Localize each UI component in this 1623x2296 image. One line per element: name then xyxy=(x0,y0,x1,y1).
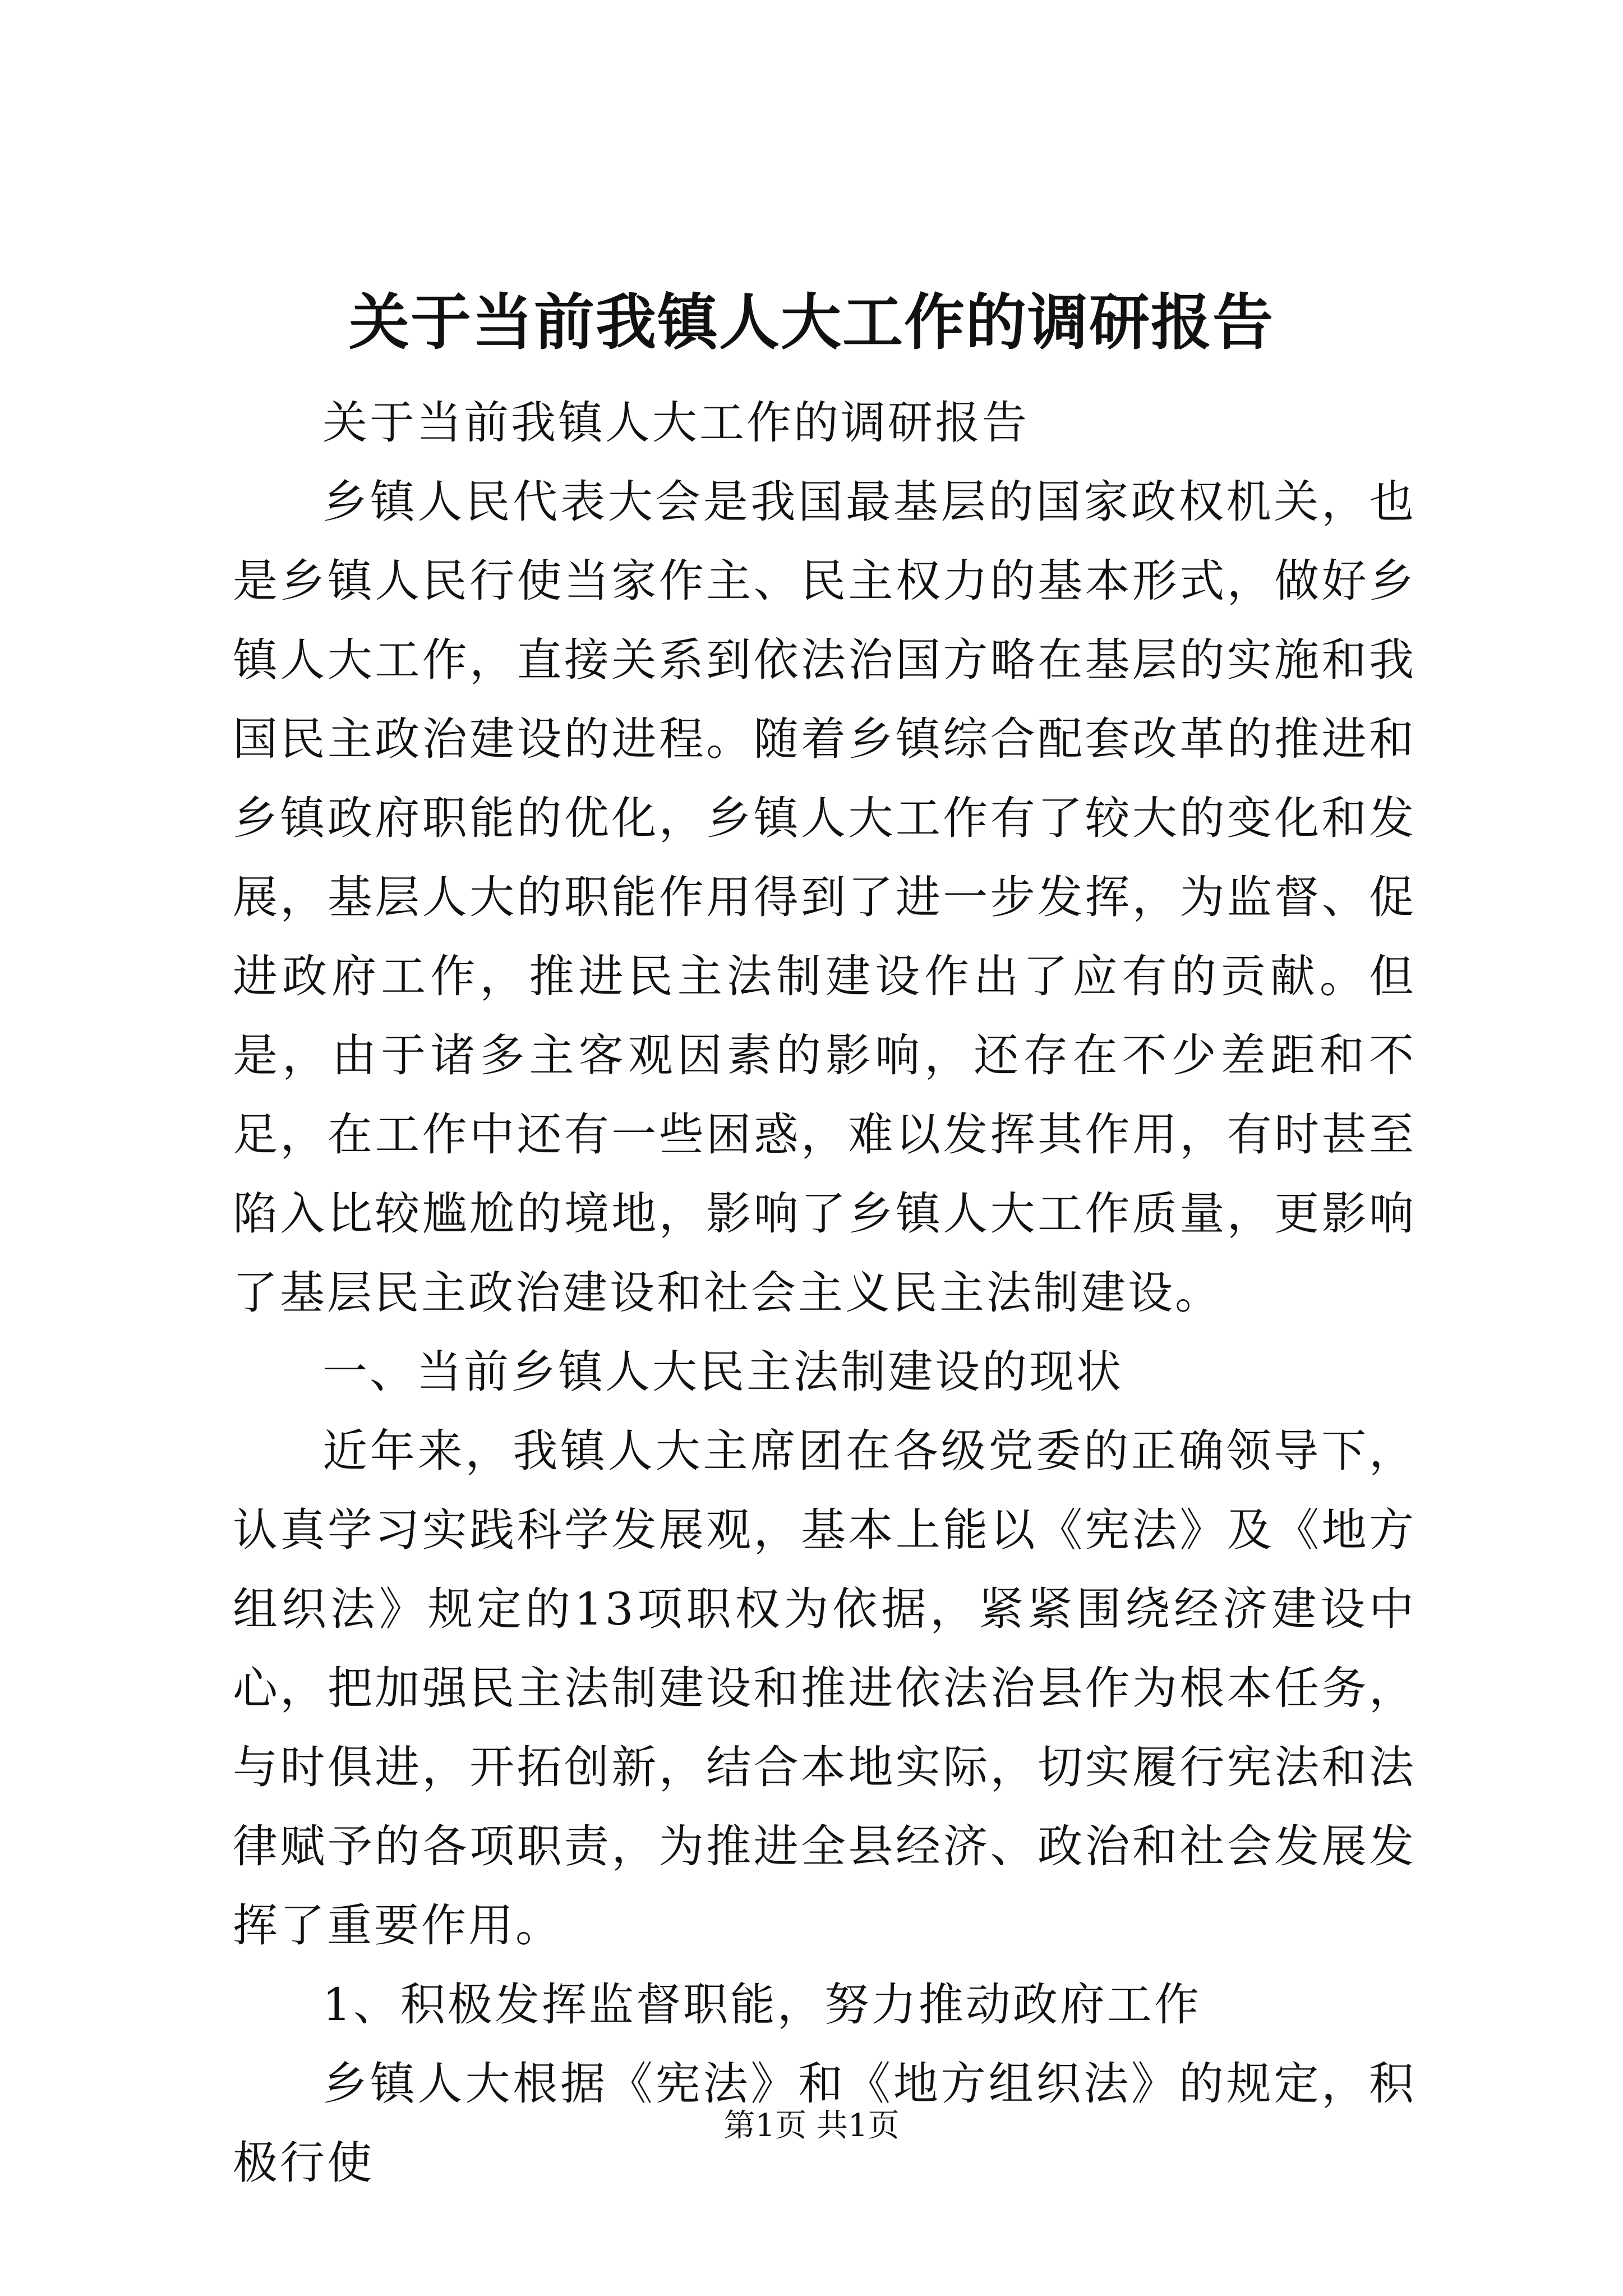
paragraph-subsection-1: 乡镇人大根据《宪法》和《地方组织法》的规定，积极行使 xyxy=(233,2058,1416,2189)
page-footer: 第1页 共1页 xyxy=(723,2108,900,2144)
paragraph-intro: 乡镇人民代表大会是我国最基层的国家政权机关，也是乡镇人民行使当家作主、民主权力的基本形式，做好乡镇人大工作，直接关系到依法治国方略在基层的实施和我国民主政治建设的进程。随着乡镇综合配套改革的推进和乡镇政府职能的优化，乡镇人大工作有了较大的变化和发展，基层人大的职能作用得到了进一步发挥，为监督、促进政府工作，推进民主法制建设作出了应有的贡献。但是，由于诸多主客观因素的影响，还存在不少差距和不足，在工作中还有一些困惑，难以发挥其作用，有时甚至陷入比较尴尬的境地，影响了乡镇人大工作质量，更影响了基层民主政治建设和社会主义民主法制建设。 xyxy=(233,476,1416,1319)
document-body xyxy=(233,383,1416,2202)
section-heading-1: 一、当前乡镇人大民主法制建设的现状 xyxy=(322,1346,1123,1398)
paragraph-subtitle: 关于当前我镇人大工作的调研报告 xyxy=(322,397,1029,449)
document-title: 关于当前我镇人大工作的调研报告 xyxy=(348,287,1274,358)
subsection-heading-1: 1、积极发挥监督职能，努力推动政府工作 xyxy=(322,1978,1201,2031)
paragraph-section-1: 近年来，我镇人大主席团在各级党委的正确领导下，认真学习实践科学发展观，基本上能以《宪法》及《地方组织法》规定的13项职权为依据，紧紧围绕经济建设中心，把加强民主法制建设和推进依法治县作为根本任务，与时俱进，开拓创新，结合本地实际，切实履行宪法和法律赋予的各项职责，为推进全县经济、政治和社会发展发挥了重要作用。 xyxy=(233,1425,1416,1952)
